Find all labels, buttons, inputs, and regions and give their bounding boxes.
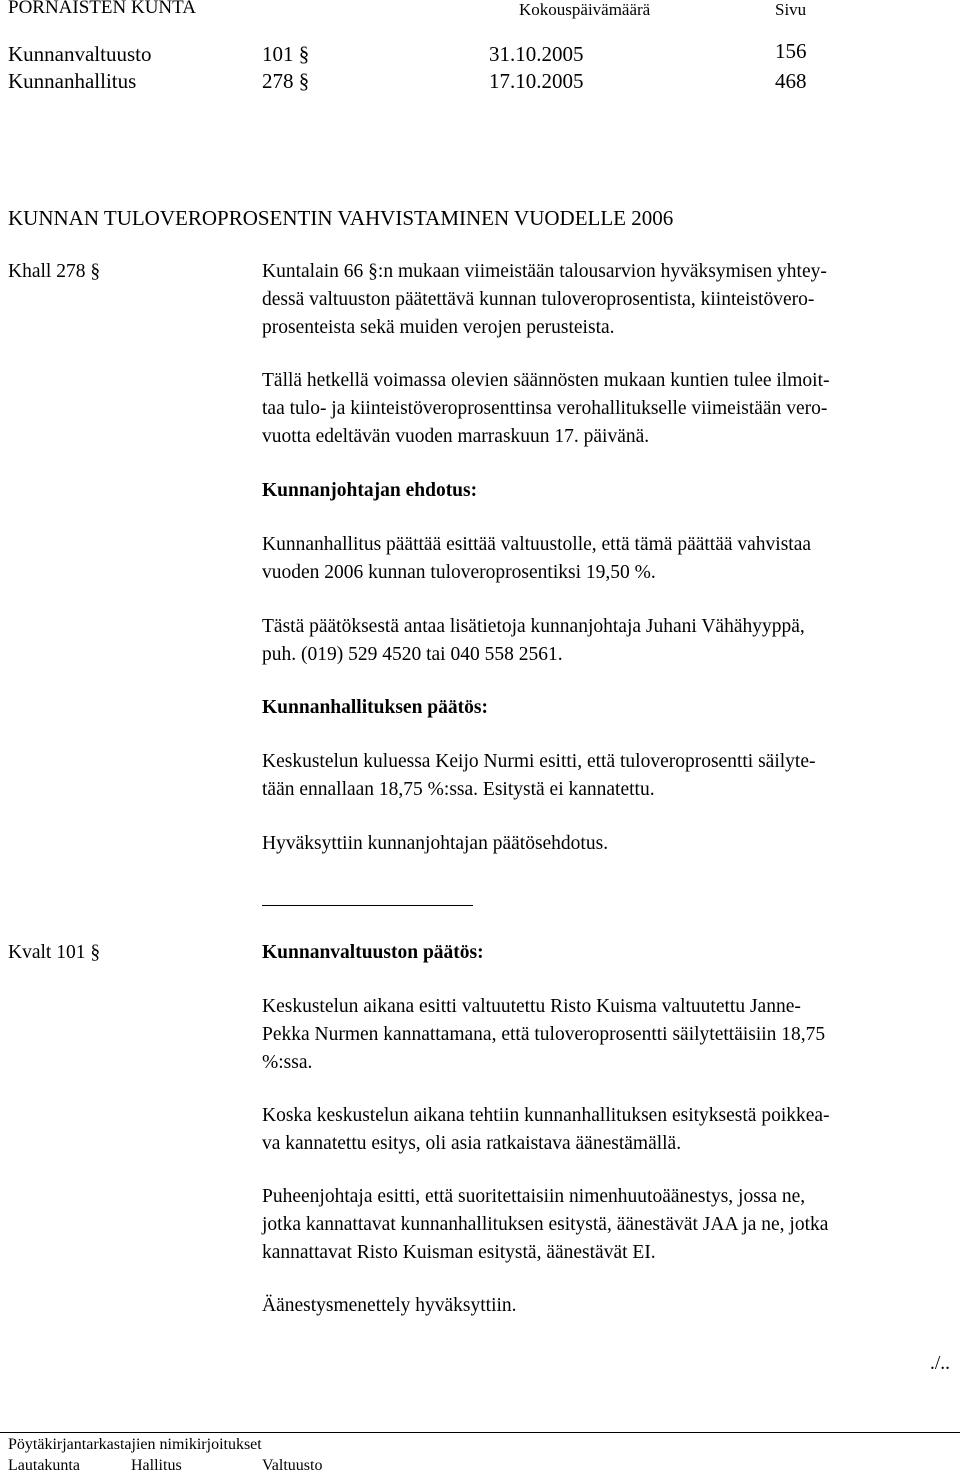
text-line: Keskustelun kuluessa Keijo Nurmi esitti, että tuloveroprosentti säilyte- [262,751,816,772]
kvalt-paragraph-1 [262,993,952,1077]
text-line: jotka kannattavat kunnanhallituksen esitystä, äänestävät JAA ja ne, jotka [262,1214,829,1235]
page-column-label: Sivu [775,0,807,19]
meta-date-board: 17.10.2005 [489,69,584,93]
meta-section-council: 101 § [262,42,310,66]
proposal-heading: Kunnanjohtajan ehdotus: [262,480,478,501]
text-line: Hyväksyttiin kunnanjohtajan päätösehdotus. [262,833,609,854]
board-decision-heading: Kunnanhallituksen päätös: [262,697,488,718]
text-line: Keskustelun aikana esitti valtuutettu Risto Kuisma valtuutettu Janne- [262,996,801,1017]
khall-paragraph-2 [262,367,952,451]
date-column-label: Kokouspäivämäärä [519,0,651,19]
meta-section-board: 278 § [262,69,310,93]
text-line: kannattavat Risto Kuisman esitystä, äänestävät EI. [262,1242,656,1263]
footer-column-board: Lautakunta [8,1457,80,1474]
kvalt-section-label: Kvalt 101 § [8,942,101,963]
footer-column-executive: Hallitus [131,1457,182,1474]
kvalt-paragraph-4 [262,1292,952,1320]
khall-paragraph-6 [262,830,952,858]
kvalt-paragraph-2 [262,1102,952,1158]
khall-paragraph-1 [262,258,952,342]
text-line: Puheenjohtaja esitti, että suoritettaisiin nimenhuutoäänestys, jossa ne, [262,1186,806,1207]
kvalt-paragraph-3 [262,1183,952,1267]
text-line: vuoden 2006 kunnan tuloveroprosentiksi 19,50 %. [262,562,656,583]
text-line: Tällä hetkellä voimassa olevien säännösten mukaan kuntien tulee ilmoit- [262,370,830,391]
khall-paragraph-4 [262,613,952,669]
text-line: Äänestysmenettely hyväksyttiin. [262,1295,517,1316]
text-line: va kannatettu esitys, oli asia ratkaistava äänestämällä. [262,1133,682,1154]
municipality-name: PORNAISTEN KUNTA [8,0,196,18]
meta-body-council: Kunnanvaltuusto [8,42,152,66]
footer-column-council: Valtuusto [262,1457,323,1474]
section-separator [262,905,473,906]
text-line: vuotta edeltävän vuoden marraskuun 17. päivänä. [262,426,650,447]
footer-signatures-label: Pöytäkirjantarkastajien nimikirjoitukset [8,1436,262,1453]
council-decision-heading: Kunnanvaltuuston päätös: [262,942,484,963]
text-line: Kunnanhallitus päättää esittää valtuustolle, että tämä päättää vahvistaa [262,534,812,555]
text-line: Tästä päätöksestä antaa lisätietoja kunnanjohtaja Juhani Vähähyyppä, [262,616,805,637]
meta-body-board: Kunnanhallitus [8,69,137,93]
meta-date-council: 31.10.2005 [489,42,584,66]
meta-page-council: 156 [775,39,807,63]
text-line: puh. (019) 529 4520 tai 040 558 2561. [262,644,563,665]
text-line: Kuntalain 66 §:n mukaan viimeistään talousarvion hyväksymisen yhtey- [262,261,827,282]
text-line: prosenteista sekä muiden verojen perusteista. [262,317,615,338]
text-line: dessä valtuuston päätettävä kunnan tuloveroprosentista, kiinteistövero- [262,289,815,310]
khall-paragraph-5 [262,748,952,804]
text-line: Pekka Nurmen kannattamana, että tuloveroprosentti säilytettäisiin 18,75 [262,1024,826,1045]
meta-page-board: 468 [775,69,807,93]
text-line: tään ennallaan 18,75 %:ssa. Esitystä ei kannatettu. [262,779,655,800]
text-line: taa tulo- ja kiinteistöveroprosenttinsa verohallitukselle viimeistään vero- [262,398,828,419]
continuation-marker: ./.. [930,1353,951,1374]
khall-section-label: Khall 278 § [8,261,101,282]
text-line: Koska keskustelun aikana tehtiin kunnanhallituksen esityksestä poikkea- [262,1105,830,1126]
footer-rule [0,1432,960,1433]
text-line: %:ssa. [262,1052,313,1073]
document-title: KUNNAN TULOVEROPROSENTIN VAHVISTAMINEN VUODELLE 2006 [8,206,674,230]
khall-paragraph-3 [262,531,952,587]
